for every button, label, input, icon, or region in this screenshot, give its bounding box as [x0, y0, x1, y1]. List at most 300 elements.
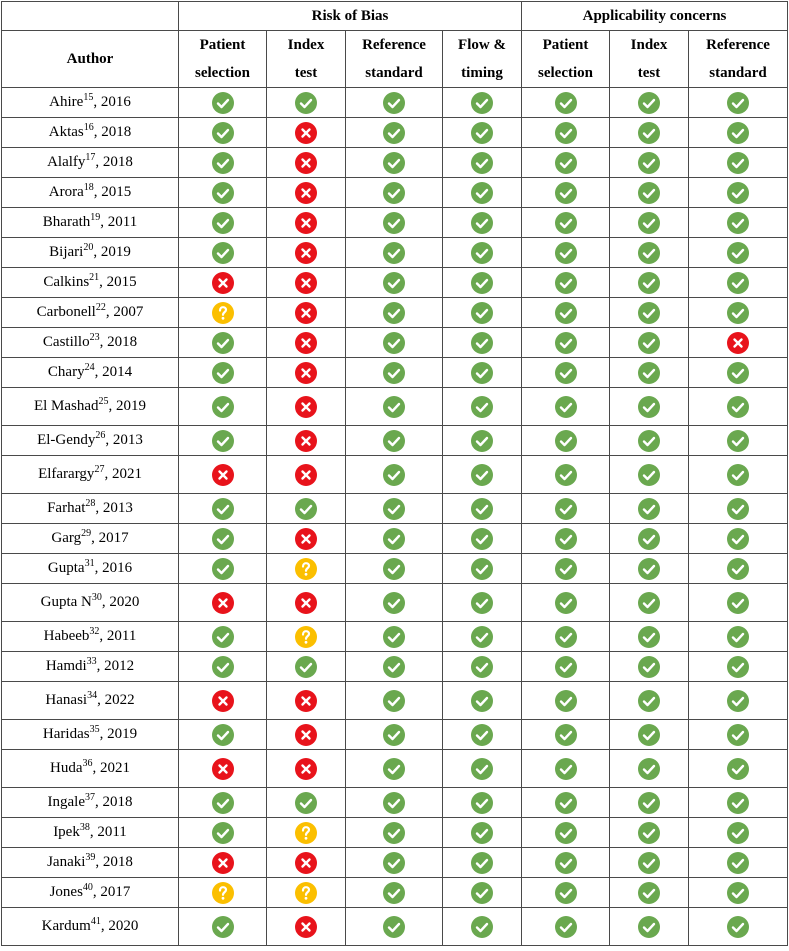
table-row — [2, 208, 788, 238]
rating-cell — [610, 208, 689, 238]
check-circle-icon — [212, 362, 234, 384]
cross-circle-icon — [295, 152, 317, 174]
check-circle-icon — [727, 690, 749, 712]
rating-cell — [610, 584, 689, 622]
rating-cell — [267, 848, 346, 878]
check-circle-icon — [638, 792, 660, 814]
check-circle-icon — [212, 528, 234, 550]
author-cell — [2, 720, 179, 750]
rating-cell — [346, 178, 443, 208]
publication-year: , 2011 — [99, 628, 137, 644]
check-circle-icon — [383, 332, 405, 354]
author-cell — [2, 788, 179, 818]
check-circle-icon — [471, 916, 493, 938]
check-circle-icon — [555, 690, 577, 712]
check-circle-icon — [727, 242, 749, 264]
rating-cell — [610, 908, 689, 946]
rating-cell — [179, 328, 267, 358]
cross-circle-icon — [727, 332, 749, 354]
rating-cell — [346, 426, 443, 456]
check-circle-icon — [555, 656, 577, 678]
rating-cell — [346, 328, 443, 358]
rating-cell — [179, 652, 267, 682]
rating-cell — [267, 88, 346, 118]
domain-label-line1: Index — [287, 37, 325, 53]
publication-year: , 2020 — [101, 594, 140, 610]
rating-cell — [522, 720, 610, 750]
check-circle-icon — [383, 792, 405, 814]
author-name: Bharath — [42, 214, 91, 230]
table-row — [2, 328, 788, 358]
rating-cell — [522, 494, 610, 524]
rating-cell — [610, 456, 689, 494]
author-name: Bijari — [49, 244, 84, 260]
check-circle-icon — [555, 724, 577, 746]
column-header-domain — [346, 31, 443, 88]
domain-label-line1: Flow & — [458, 37, 506, 53]
check-circle-icon — [555, 272, 577, 294]
publication-year: , 2018 — [95, 154, 133, 170]
check-circle-icon — [638, 396, 660, 418]
rating-cell — [267, 208, 346, 238]
rating-cell — [610, 178, 689, 208]
author-name: Chary — [47, 364, 85, 380]
table-row — [2, 178, 788, 208]
rating-cell — [689, 848, 788, 878]
rating-cell — [346, 818, 443, 848]
publication-year: , 2017 — [92, 884, 131, 900]
rating-cell — [522, 456, 610, 494]
check-circle-icon — [471, 430, 493, 452]
rating-cell — [610, 358, 689, 388]
check-circle-icon — [638, 822, 660, 844]
rating-cell — [689, 358, 788, 388]
rating-cell — [443, 524, 522, 554]
rating-cell — [346, 88, 443, 118]
author-name: Alalfy — [47, 154, 86, 170]
rating-cell — [267, 524, 346, 554]
check-circle-icon — [212, 430, 234, 452]
author-cell — [2, 178, 179, 208]
cross-circle-icon — [295, 916, 317, 938]
table-row — [2, 494, 788, 524]
table-row — [2, 554, 788, 584]
table-row — [2, 908, 788, 946]
check-circle-icon — [555, 916, 577, 938]
question-circle-icon — [212, 302, 234, 324]
check-circle-icon — [727, 626, 749, 648]
check-circle-icon — [383, 882, 405, 904]
check-circle-icon — [471, 362, 493, 384]
check-circle-icon — [638, 464, 660, 486]
rating-cell — [522, 118, 610, 148]
rating-cell — [610, 720, 689, 750]
check-circle-icon — [383, 122, 405, 144]
rating-cell — [610, 554, 689, 584]
rating-cell — [179, 848, 267, 878]
cross-circle-icon — [212, 852, 234, 874]
check-circle-icon — [638, 724, 660, 746]
rating-cell — [689, 908, 788, 946]
rating-cell — [179, 908, 267, 946]
reference-number: 38 — [79, 822, 90, 833]
check-circle-icon — [471, 332, 493, 354]
check-circle-icon — [471, 626, 493, 648]
author-cell — [2, 88, 179, 118]
check-circle-icon — [383, 464, 405, 486]
rating-cell — [179, 554, 267, 584]
rating-cell — [610, 298, 689, 328]
check-circle-icon — [727, 724, 749, 746]
rating-cell — [522, 426, 610, 456]
rating-cell — [443, 584, 522, 622]
rating-cell — [346, 622, 443, 652]
rating-cell — [179, 456, 267, 494]
check-circle-icon — [727, 592, 749, 614]
rating-cell — [522, 358, 610, 388]
cross-circle-icon — [212, 758, 234, 780]
rating-cell — [346, 652, 443, 682]
rating-cell — [346, 750, 443, 788]
rating-cell — [522, 148, 610, 178]
check-circle-icon — [471, 152, 493, 174]
rating-cell — [267, 426, 346, 456]
column-header-domain — [179, 31, 267, 88]
author-cell — [2, 238, 179, 268]
check-circle-icon — [727, 758, 749, 780]
check-circle-icon — [383, 690, 405, 712]
check-circle-icon — [212, 916, 234, 938]
check-circle-icon — [555, 626, 577, 648]
check-circle-icon — [727, 656, 749, 678]
rating-cell — [179, 682, 267, 720]
domain-label-line2: test — [637, 65, 661, 81]
check-circle-icon — [471, 242, 493, 264]
check-circle-icon — [555, 882, 577, 904]
check-circle-icon — [727, 92, 749, 114]
check-circle-icon — [383, 724, 405, 746]
rating-cell — [443, 494, 522, 524]
rating-cell — [689, 818, 788, 848]
rating-cell — [179, 788, 267, 818]
publication-year: , 2013 — [95, 500, 133, 516]
rating-cell — [522, 298, 610, 328]
cross-circle-icon — [295, 528, 317, 550]
rating-cell — [522, 208, 610, 238]
column-header-domain — [267, 31, 346, 88]
rating-cell — [443, 908, 522, 946]
rating-cell — [179, 388, 267, 426]
check-circle-icon — [471, 792, 493, 814]
check-circle-icon — [383, 822, 405, 844]
rating-cell — [522, 524, 610, 554]
publication-year: , 2015 — [93, 184, 132, 200]
author-name: Hamdi — [45, 658, 87, 674]
check-circle-icon — [471, 498, 493, 520]
author-name: Gupta — [47, 560, 85, 576]
check-circle-icon — [471, 122, 493, 144]
rating-cell — [443, 388, 522, 426]
publication-year: , 2018 — [95, 854, 133, 870]
rating-cell — [267, 358, 346, 388]
author-name: Ipek — [53, 824, 80, 840]
rating-cell — [443, 148, 522, 178]
author-cell — [2, 524, 179, 554]
author-name: Jones — [49, 884, 83, 900]
rating-cell — [689, 298, 788, 328]
check-circle-icon — [471, 882, 493, 904]
rating-cell — [522, 788, 610, 818]
rating-cell — [443, 720, 522, 750]
rating-cell — [689, 456, 788, 494]
cross-circle-icon — [295, 592, 317, 614]
check-circle-icon — [727, 528, 749, 550]
check-circle-icon — [471, 558, 493, 580]
domain-label-line2: standard — [709, 65, 767, 81]
check-circle-icon — [383, 182, 405, 204]
rating-cell — [610, 388, 689, 426]
check-circle-icon — [383, 212, 405, 234]
table-row — [2, 848, 788, 878]
reference-number: 26 — [95, 430, 106, 441]
reference-number: 18 — [83, 182, 94, 193]
reference-number: 31 — [84, 558, 95, 569]
rating-cell — [689, 554, 788, 584]
table-row — [2, 118, 788, 148]
rating-cell — [346, 298, 443, 328]
reference-number: 35 — [89, 724, 100, 735]
rating-cell — [267, 818, 346, 848]
cross-circle-icon — [295, 852, 317, 874]
check-circle-icon — [727, 852, 749, 874]
rating-cell — [346, 148, 443, 178]
check-circle-icon — [212, 656, 234, 678]
author-name: Gupta N — [40, 594, 92, 610]
check-circle-icon — [383, 558, 405, 580]
question-circle-icon — [295, 626, 317, 648]
rating-cell — [267, 682, 346, 720]
rating-cell — [522, 554, 610, 584]
rating-cell — [267, 456, 346, 494]
cross-circle-icon — [295, 430, 317, 452]
check-circle-icon — [383, 430, 405, 452]
reference-number: 20 — [83, 242, 94, 253]
check-circle-icon — [471, 212, 493, 234]
rating-cell — [267, 118, 346, 148]
domain-label-line2: standard — [365, 65, 423, 81]
cross-circle-icon — [212, 592, 234, 614]
check-circle-icon — [295, 792, 317, 814]
author-name: El-Gendy — [37, 432, 96, 448]
rating-cell — [610, 268, 689, 298]
publication-year: , 2007 — [105, 304, 144, 320]
publication-year: , 2018 — [94, 794, 133, 810]
check-circle-icon — [383, 528, 405, 550]
rating-cell — [522, 388, 610, 426]
cross-circle-icon — [295, 758, 317, 780]
reference-number: 25 — [98, 396, 109, 407]
check-circle-icon — [212, 212, 234, 234]
rating-cell — [267, 584, 346, 622]
rating-cell — [179, 720, 267, 750]
author-name: Carbonell — [36, 304, 96, 320]
publication-year: , 2018 — [93, 124, 132, 140]
check-circle-icon — [555, 592, 577, 614]
check-circle-icon — [555, 430, 577, 452]
domain-label-line2: selection — [538, 65, 593, 81]
rating-cell — [443, 652, 522, 682]
rating-cell — [522, 818, 610, 848]
rating-cell — [689, 426, 788, 456]
rating-cell — [689, 268, 788, 298]
check-circle-icon — [295, 92, 317, 114]
reference-number: 28 — [85, 498, 96, 509]
reference-number: 24 — [84, 362, 95, 373]
rating-cell — [689, 148, 788, 178]
table-row — [2, 720, 788, 750]
author-name: Ahire — [49, 94, 84, 110]
rating-cell — [610, 682, 689, 720]
rating-cell — [346, 358, 443, 388]
author-name: Garg — [51, 530, 82, 546]
author-cell — [2, 358, 179, 388]
check-circle-icon — [727, 822, 749, 844]
table-row — [2, 750, 788, 788]
author-cell — [2, 328, 179, 358]
check-circle-icon — [471, 592, 493, 614]
publication-year: , 2014 — [94, 364, 133, 380]
rating-cell — [610, 148, 689, 178]
rating-cell — [610, 622, 689, 652]
check-circle-icon — [638, 916, 660, 938]
author-name: Huda — [50, 760, 83, 776]
check-circle-icon — [212, 822, 234, 844]
author-cell — [2, 388, 179, 426]
rating-cell — [346, 208, 443, 238]
author-name: Aktas — [48, 124, 84, 140]
check-circle-icon — [212, 332, 234, 354]
check-circle-icon — [727, 182, 749, 204]
rating-cell — [522, 88, 610, 118]
check-circle-icon — [212, 724, 234, 746]
check-circle-icon — [471, 852, 493, 874]
check-circle-icon — [471, 822, 493, 844]
check-circle-icon — [727, 558, 749, 580]
author-name: Janaki — [47, 854, 86, 870]
check-circle-icon — [555, 498, 577, 520]
rating-cell — [610, 818, 689, 848]
check-circle-icon — [471, 690, 493, 712]
rating-cell — [179, 750, 267, 788]
author-cell — [2, 848, 179, 878]
rating-cell — [346, 494, 443, 524]
check-circle-icon — [638, 626, 660, 648]
check-circle-icon — [471, 758, 493, 780]
check-circle-icon — [555, 758, 577, 780]
check-circle-icon — [212, 792, 234, 814]
author-name: Kardum — [41, 918, 91, 934]
rating-cell — [689, 238, 788, 268]
rating-cell — [443, 358, 522, 388]
rating-cell — [179, 494, 267, 524]
check-circle-icon — [471, 182, 493, 204]
publication-year: , 2020 — [100, 918, 139, 934]
author-cell — [2, 878, 179, 908]
reference-number: 19 — [90, 212, 101, 223]
rating-cell — [443, 238, 522, 268]
rating-cell — [179, 208, 267, 238]
check-circle-icon — [555, 852, 577, 874]
rating-cell — [179, 622, 267, 652]
check-circle-icon — [638, 302, 660, 324]
rating-cell — [610, 750, 689, 788]
check-circle-icon — [727, 396, 749, 418]
author-cell — [2, 208, 179, 238]
rating-cell — [267, 750, 346, 788]
author-cell — [2, 750, 179, 788]
author-cell — [2, 268, 179, 298]
check-circle-icon — [383, 396, 405, 418]
rating-cell — [522, 268, 610, 298]
rating-cell — [267, 298, 346, 328]
table-row — [2, 148, 788, 178]
check-circle-icon — [383, 852, 405, 874]
check-circle-icon — [638, 182, 660, 204]
rating-cell — [522, 682, 610, 720]
rating-cell — [443, 88, 522, 118]
rating-cell — [443, 118, 522, 148]
rating-cell — [610, 788, 689, 818]
check-circle-icon — [555, 396, 577, 418]
author-name: Elfarargy — [38, 466, 95, 482]
rating-cell — [179, 358, 267, 388]
rating-cell — [346, 788, 443, 818]
reference-number: 21 — [89, 272, 100, 283]
table-row — [2, 456, 788, 494]
check-circle-icon — [638, 528, 660, 550]
rating-cell — [610, 878, 689, 908]
rating-cell — [267, 388, 346, 426]
cross-circle-icon — [295, 690, 317, 712]
rating-cell — [443, 426, 522, 456]
rating-cell — [179, 268, 267, 298]
rating-cell — [267, 622, 346, 652]
rating-cell — [346, 554, 443, 584]
check-circle-icon — [638, 362, 660, 384]
check-circle-icon — [638, 498, 660, 520]
check-circle-icon — [383, 242, 405, 264]
check-circle-icon — [212, 558, 234, 580]
table-row — [2, 388, 788, 426]
rating-cell — [179, 818, 267, 848]
rating-cell — [689, 652, 788, 682]
rating-cell — [689, 118, 788, 148]
table-row — [2, 584, 788, 622]
rating-cell — [443, 750, 522, 788]
check-circle-icon — [295, 656, 317, 678]
check-circle-icon — [383, 362, 405, 384]
rating-cell — [179, 426, 267, 456]
publication-year: , 2019 — [108, 398, 147, 414]
check-circle-icon — [383, 152, 405, 174]
check-circle-icon — [212, 152, 234, 174]
rating-cell — [443, 554, 522, 584]
rating-cell — [346, 388, 443, 426]
domain-label-line2: selection — [195, 65, 250, 81]
cross-circle-icon — [295, 464, 317, 486]
rating-cell — [689, 878, 788, 908]
rating-cell — [267, 788, 346, 818]
